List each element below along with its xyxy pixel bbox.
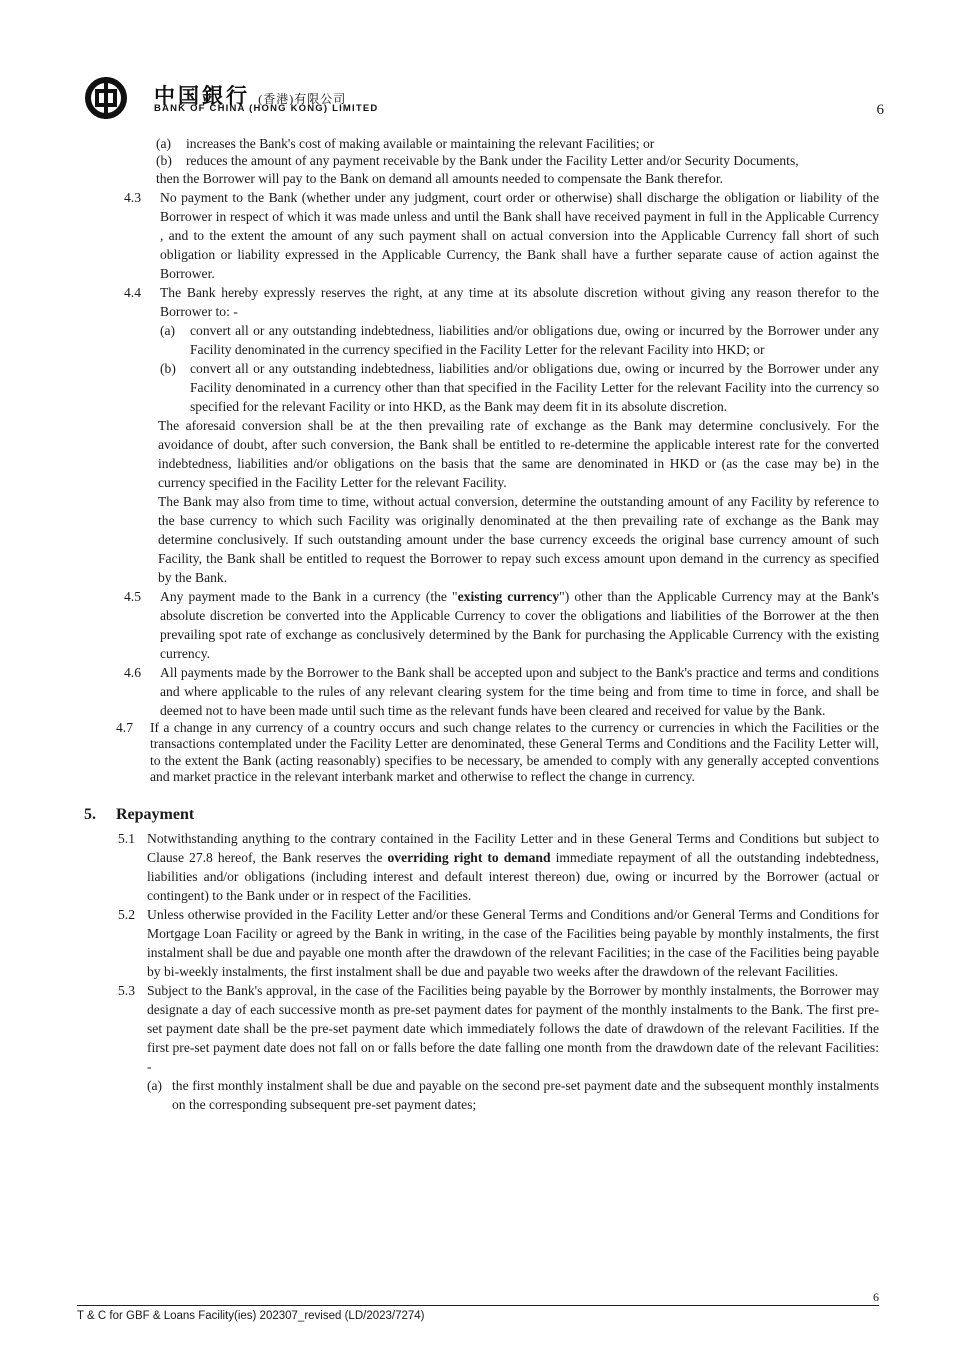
intro-then-paragraph: then the Borrower will pay to the Bank on demand all amounts needed to compensate the Bank therefor. [156,171,724,186]
list-item: (b) convert all or any outstanding indebtedness, liabilities and/or obligations due, owing or incurred by the Borrower under any Facility denominated in a currency other than that specified in the Facility Letter for the relevant Facility into the currency so specified for the relevant Facility or into HKD, as the Bank may deem fit in its absolute discretion. [160,361,879,414]
page-header [84,76,884,121]
defined-term: existing currency [457,589,560,604]
clause-text: If a change in any currency of a country occurs and such change relates to the currency or currencies in which the Facilities or the transactions contemplated under the Facility Letter are denominated, these General Terms and Conditions and the Facility Letter will, to the extent the Bank (acting reasonably) specifies to be necessary, be amended to comply with any generally accepted conventions and market practice in the relevant interbank market and otherwise to reflect the change in currency. [150,720,879,784]
clause-number: 4.7 [116,720,133,735]
clause-4-3 [124,188,879,283]
footer-divider [77,1305,879,1306]
header-page-number: 6 [876,102,884,118]
clause-text: All payments made by the Borrower to the Bank shall be accepted upon and subject to the Bank's practice and terms and conditions and where applicable to the rules of any relevant clearing system for the time being and from time to time in force, and shall be deemed not to have been made until such time as the relevant funds have been cleared and received for value by the Bank. [160,665,879,718]
clause-4-6 [124,663,879,720]
clause-number: 5.1 [118,831,135,847]
clause-text: Subject to the Bank's approval, in the case of the Facilities being payable by the Borrower by monthly instalments, the Borrower may designate a day of each successive month as pre-set payment dates for payment of the monthly instalments to the Bank. The first pre-set payment date shall be the pre-set payment date which immediately follows the date of drawdown of the relevant Facilities. If the first pre-set payment date does not fall on or falls before the date falling one month from the drawdown date of the relevant Facilities: - [147,983,879,1075]
section-title: Repayment [116,806,195,824]
clause-4-5 [124,587,879,663]
list-item: (a) convert all or any outstanding indebtedness, liabilities and/or obligations due, owing or incurred by the Borrower under any Facility denominated in the currency specified in the Facility Letter for the relevant Facility into HKD; or [160,323,879,357]
document-body [84,136,879,1114]
emphasis-term: overriding right to demand [387,850,551,866]
clause-paragraph: The aforesaid conversion shall be at the then prevailing rate of exchange as the Bank may determine conclusively. For the avoidance of doubt, after such conversion, the Bank shall be entitled to re-determine the applicable interest rate for the converted indebtedness, liabilities and/or obligations on the basis that the same are denominated in HKD or (as the case may be) in the currency specified in the Facility Letter for the relevant Facility. [158,418,879,490]
list-item: (b) reduces the amount of any payment receivable by the Bank under the Facility Letter and/or Security Documents, [156,153,799,168]
clause-number: 4.5 [124,589,141,604]
intro-list [156,136,879,169]
section-number: 5. [84,806,96,824]
clause-4-7 [116,720,879,785]
list-item: (a) increases the Bank's cost of making available or maintaining the relevant Facilities; or [156,136,655,151]
bank-name-english: BANK OF CHINA (HONG KONG) LIMITED [154,103,379,114]
footer-reference: T & C for GBF & Loans Facility(ies) 202307_revised (LD/2023/7274) [77,1310,425,1322]
clause-5-1 [118,829,879,905]
clause-number: 4.3 [124,190,141,205]
clause-5-2 [118,905,879,981]
clause-text: Any payment made to the Bank in a currency (the "existing currency") other than the Applicable Currency may at the Bank's absolute discretion be converted into the Applicable Currency to cover the obligations and liabilities of the Borrower at the then prevailing spot rate of exchange as conclusively determined by the Bank for purchasing the Applicable Currency with the existing currency. [160,589,879,661]
footer-page-number: 6 [873,1290,879,1304]
clause-text: No payment to the Bank (whether under any judgment, court order or otherwise) shall discharge the obligation or liability of the Borrower in respect of which it was made unless and until the Bank shall have received payment in full in the Applicable Currency , and to the extent the amount of any such payment shall on actual conversion into the Applicable Currency fall short of such obligation or liability expressed in the Applicable Currency, the Bank shall have a further separate cause of action against the Borrower. [160,190,879,281]
clause-number: 5.3 [118,983,135,999]
clause-paragraph: The Bank may also from time to time, without actual conversion, determine the outstanding amount of any Facility by reference to the base currency to which such Facility was originally denominated at the then prevailing rate of exchange as the Bank may determine conclusively. If such outstanding amount under the base currency exceeds the original base currency amount of such Facility, the Bank shall be entitled to request the Borrower to repay such excess amount upon demand in the currency as specified by the Bank. [158,494,879,585]
list-item: (a) the first monthly instalment shall be due and payable on the second pre-set payment date and the subsequent monthly instalments on the corresponding subsequent pre-set payment dates; [147,1078,879,1113]
clause-text: Unless otherwise provided in the Facility Letter and/or these General Terms and Conditions and/or General Terms and Conditions for Mortgage Loan Facility or agreed by the Bank in writing, in the case of the Facilities being payable by monthly instalments, the first instalment shall be due and payable one month after the drawdown of the relevant Facilities; in the case of the Facilities being payable by bi-weekly instalments, the first instalment shall be due and payable two weeks after the drawdown of the relevant Facilities. [147,907,879,980]
bank-name-chinese-suffix: (香港)有限公司 [258,92,347,106]
clause-number: 4.4 [124,285,141,300]
clause-number: 5.2 [118,907,135,923]
clause-5-3 [118,981,879,1114]
clause-number: 4.6 [124,665,141,680]
clause-text: The Bank hereby expressly reserves the right, at any time at its absolute discretion without giving any reason therefor to the Borrower to: - [160,285,879,319]
clause-4-4 [124,283,879,587]
clause-text: Notwithstanding anything to the contrary contained in the Facility Letter and in these General Terms and Conditions but subject to Clause 27.8 hereof, the Bank reserves the overriding right to demand immediate repayment of all the outstanding indebtedness, liabilities and/or obligations (including interest and default interest thereon) due, owing or incurred by the Borrower (actual or contingent) to the Bank under or in respect of the Facilities. [147,831,879,904]
bank-of-china-logo-icon [84,76,128,120]
bank-name-chinese: 中国銀行 (香港)有限公司 [154,84,347,108]
section-heading-repayment [84,805,879,824]
